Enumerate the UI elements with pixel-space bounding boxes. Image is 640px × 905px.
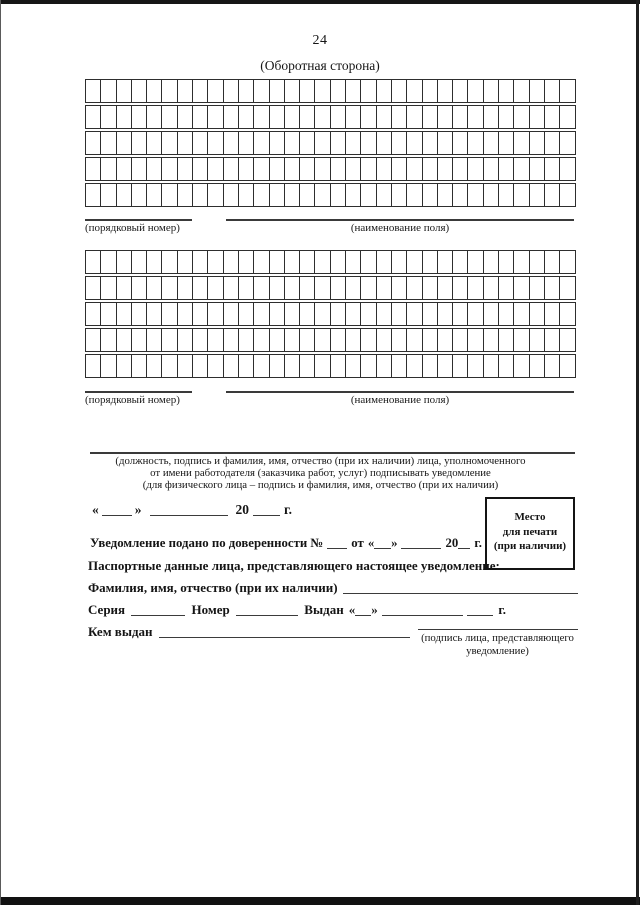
issued-label: Выдан [304, 602, 344, 617]
page-border-right [636, 0, 639, 905]
attorney-year-abbr: г. [474, 536, 482, 550]
date-day-blank [102, 512, 132, 516]
stamp-line-1: Место [514, 511, 546, 523]
date-month-blank [150, 512, 228, 516]
char-cell [559, 250, 576, 274]
char-cell [559, 276, 576, 300]
attorney-month-blank [401, 545, 441, 549]
series-label: Серия [88, 602, 126, 617]
attorney-year-blank [458, 545, 470, 549]
char-cell-row [85, 276, 576, 300]
issuer-blank [159, 634, 410, 638]
signatory-caption [68, 455, 573, 491]
char-cell [559, 302, 576, 326]
passport-data-heading: Паспортные данные лица, представляющего настоящее уведомление: [88, 558, 500, 573]
stamp-line-2: для печати [502, 525, 558, 538]
char-cell-row [85, 105, 576, 129]
char-cell [559, 328, 576, 352]
char-cell-row [85, 183, 576, 207]
field-caption-rule [226, 391, 574, 393]
char-grid-block-2 [85, 250, 576, 380]
date-year-abbr: г. [284, 502, 292, 517]
signatory-signature-line [90, 452, 575, 454]
attorney-day-blank [374, 545, 391, 549]
field-name-caption: (наименование поля) [350, 394, 450, 406]
issuer-label: Кем выдан [88, 624, 153, 639]
attorney-century: 20 [445, 536, 459, 550]
ordinal-caption-rule [85, 219, 192, 221]
attorney-line [90, 536, 482, 551]
ordinal-number-caption: (порядковый номер) [85, 394, 180, 406]
signatory-caption-line-3: (для физического лица – подпись и фамилия, имя, отчество (при их наличии) [142, 479, 499, 491]
stamp-line-3: (при наличии) [493, 540, 567, 552]
full-name-label: Фамилия, имя, отчество (при их наличии) [88, 580, 338, 595]
field-caption-rule [226, 219, 574, 221]
issued-day-blank [355, 612, 371, 616]
date-century: 20 [235, 502, 249, 517]
issued-date-blank [382, 612, 464, 616]
attorney-label: Уведомление подано по доверенности № [90, 536, 324, 550]
date-quote-close: » [134, 502, 142, 517]
full-name-blank [343, 590, 578, 594]
attorney-from: от [351, 536, 364, 550]
char-cell [559, 79, 576, 103]
char-cell [559, 131, 576, 155]
date-quote-open: « [92, 502, 99, 517]
series-blank [131, 612, 185, 616]
submitter-caption-line-1: (подпись лица, представляющего [421, 632, 574, 644]
issued-quote-close: » [371, 602, 378, 617]
char-cell-row [85, 250, 576, 274]
field-name-caption: (наименование поля) [350, 222, 450, 234]
passport-series-line [88, 602, 506, 618]
ordinal-caption-rule [85, 391, 192, 393]
issued-year-blank [467, 612, 493, 616]
char-cell-row [85, 328, 576, 352]
page-border-top [0, 0, 640, 4]
submitter-signature-caption [405, 632, 590, 657]
page-border-left [0, 0, 1, 905]
char-cell-row [85, 131, 576, 155]
ordinal-number-caption: (порядковый номер) [85, 222, 180, 234]
page-border-bottom [0, 897, 640, 905]
submitter-caption-line-2: уведомление) [466, 644, 529, 657]
page-number: 24 [312, 33, 328, 48]
char-cell [559, 183, 576, 207]
char-cell [559, 105, 576, 129]
char-cell-row [85, 157, 576, 181]
attorney-quote-close: » [391, 536, 398, 550]
char-grid-block-1 [85, 79, 576, 209]
attorney-number-blank [327, 545, 347, 549]
issuer-line [88, 624, 410, 640]
issued-year-abbr: г. [498, 602, 506, 617]
date-year-blank [253, 512, 280, 516]
signatory-caption-line-2: от имени работодателя (заказчика работ, услуг) подписывать уведомление [150, 467, 491, 479]
char-cell [559, 354, 576, 378]
number-blank [236, 612, 299, 616]
issued-quote-open: « [348, 602, 356, 617]
attorney-quote-open: « [367, 536, 375, 550]
full-name-line [88, 580, 578, 596]
signatory-caption-line-1: (должность, подпись и фамилия, имя, отчество (при их наличии) лица, уполномоченного [115, 455, 526, 467]
back-side-title: (Оборотная сторона) [260, 58, 380, 73]
date-line [92, 502, 292, 518]
submitter-signature-line [418, 629, 578, 630]
char-cell [559, 157, 576, 181]
char-cell-row [85, 302, 576, 326]
number-label: Номер [191, 602, 230, 617]
char-cell-row [85, 79, 576, 103]
char-cell-row [85, 354, 576, 378]
